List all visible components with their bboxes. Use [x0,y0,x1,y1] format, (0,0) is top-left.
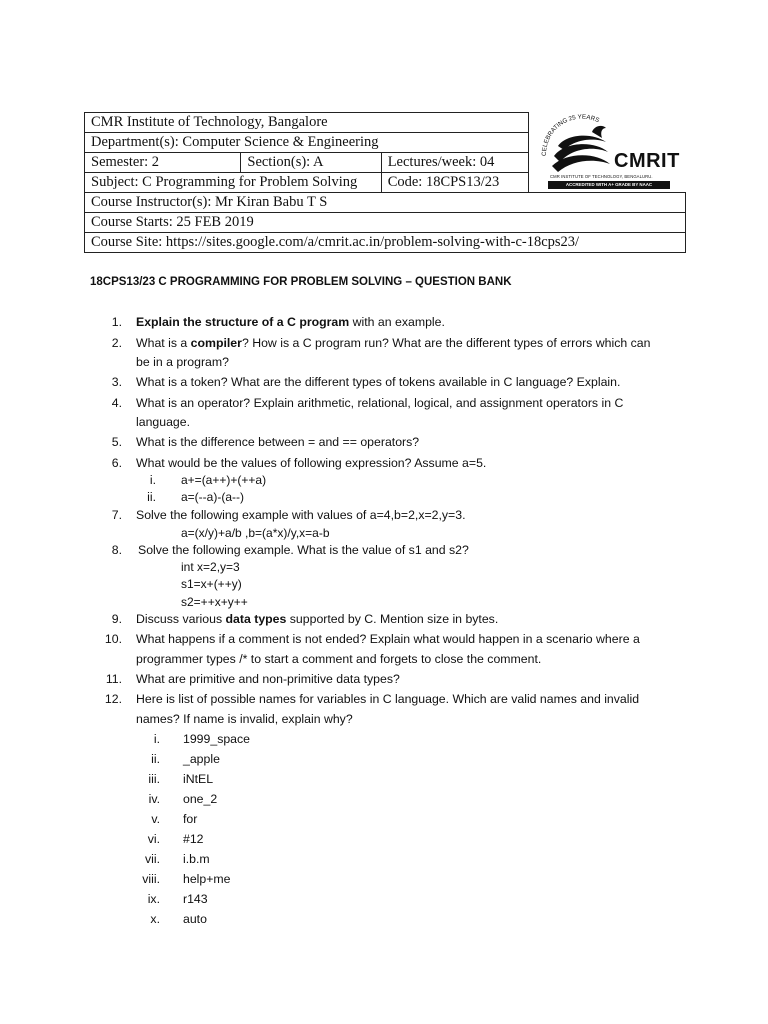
question-number: 4. [111,396,122,410]
list-item: #12 [183,832,204,846]
logo-accreditation: ACCREDITED WITH A+ GRADE BY NAAC [548,181,670,189]
list-item: auto [183,912,207,926]
list-item-number: viii. [142,872,160,886]
question-12-line-1: Here is list of possible names for variables in C language. Which are valid names and invalid [136,692,640,706]
list-item-number: vi. [147,832,160,846]
list-item: r143 [183,892,208,906]
question-number: 10. [104,632,122,646]
list-item: _apple [183,752,220,766]
code-line-2: s1=x+(++y) [181,577,242,591]
question-4-line-2: language. [136,415,191,429]
code-line-1: int x=2,y=3 [181,560,240,574]
list-item: iNtEL [183,772,214,786]
code-line-3: s2=++x+y++ [181,595,248,609]
question-5: What is the difference between = and == operators? [136,435,420,449]
question-number: 6. [111,456,122,470]
starts-cell: Course Starts: 25 FEB 2019 [85,213,686,233]
list-item-number: iv. [148,792,160,806]
list-item: 1999_space [183,732,251,746]
question-number: 2. [111,336,122,350]
question-1: Explain the structure of a C program with an example. [136,315,445,329]
question-number: 8. [111,543,122,557]
logo-arc-text: CELEBRATING 25 YEARS [540,113,601,157]
list-item: help+me [183,872,231,886]
site-cell: Course Site: https://sites.google.com/a/cmrit.ac.in/problem-solving-with-c-18cps23/ [85,233,686,253]
list-item: for [183,812,198,826]
code-cell: Code: 18CPS13/23 [381,173,528,193]
list-item-number: x. [150,912,160,926]
question-6: What would be the values of following expression? Assume a=5. [136,456,487,470]
list-item: one_2 [183,792,218,806]
question-3: What is a token? What are the different types of tokens available in C language? Explain. [136,375,621,389]
question-2-line-1: What is a compiler? How is a C program run? What are the different types of errors which can [136,336,651,350]
lectures-cell: Lectures/week: 04 [381,153,528,173]
sub-item-number: i. [149,473,156,487]
question-10-line-1: What happens if a comment is not ended? Explain what would happen in a scenario where a [136,632,640,646]
question-4-line-1: What is an operator? Explain arithmetic, relational, logical, and assignment operators in C [136,396,624,410]
list-item-number: i. [153,732,160,746]
question-12-line-2: names? If name is invalid, explain why? [136,712,353,726]
semester-cell: Semester: 2 [85,153,241,173]
expression-i: a+=(a++)+(++a) [181,473,267,487]
expression-7: a=(x/y)+a/b ,b=(a*x)/y,x=a-b [181,526,330,540]
list-item-number: v. [151,812,160,826]
logo-institute-line: CMR INSTITUTE OF TECHNOLOGY, BENGALURU. [550,174,653,179]
expression-ii: a=(--a)-(a--) [181,490,244,504]
question-number: 5. [111,435,122,449]
subject-cell: Subject: C Programming for Problem Solving [85,173,382,193]
question-11: What are primitive and non-primitive data types? [136,672,400,686]
institute-cell: CMR Institute of Technology, Bangalore [85,113,529,133]
section-cell: Section(s): A [241,153,381,173]
question-number: 1. [111,315,122,329]
question-number: 3. [111,375,122,389]
department-cell: Department(s): Computer Science & Engineering [85,133,529,153]
question-8: Solve the following example. What is the value of s1 and s2? [138,543,469,557]
list-item-number: ii. [151,752,160,766]
question-7: Solve the following example with values of a=4,b=2,x=2,y=3. [136,508,466,522]
question-9: Discuss various data types supported by C. Mention size in bytes. [136,612,499,626]
question-number: 7. [111,508,122,522]
sub-item-number: ii. [147,490,156,504]
question-number: 11. [105,672,122,686]
logo-brand: CMRIT [614,150,680,172]
list-item-number: iii. [148,772,160,786]
question-number: 9. [111,612,122,626]
question-10-line-2: programmer types /* to start a comment and forgets to close the comment. [136,652,542,666]
cmrit-logo [532,112,684,198]
list-item: i.b.m [183,852,210,866]
page-title: 18CPS13/23 C PROGRAMMING FOR PROBLEM SOLVING – QUESTION BANK [90,276,512,288]
question-2-line-2: be in a program? [136,355,229,369]
question-number: 12. [104,692,122,706]
list-item-number: ix. [147,892,160,906]
instructor-cell: Course Instructor(s): Mr Kiran Babu T S [85,193,686,213]
list-item-number: vii. [144,852,160,866]
